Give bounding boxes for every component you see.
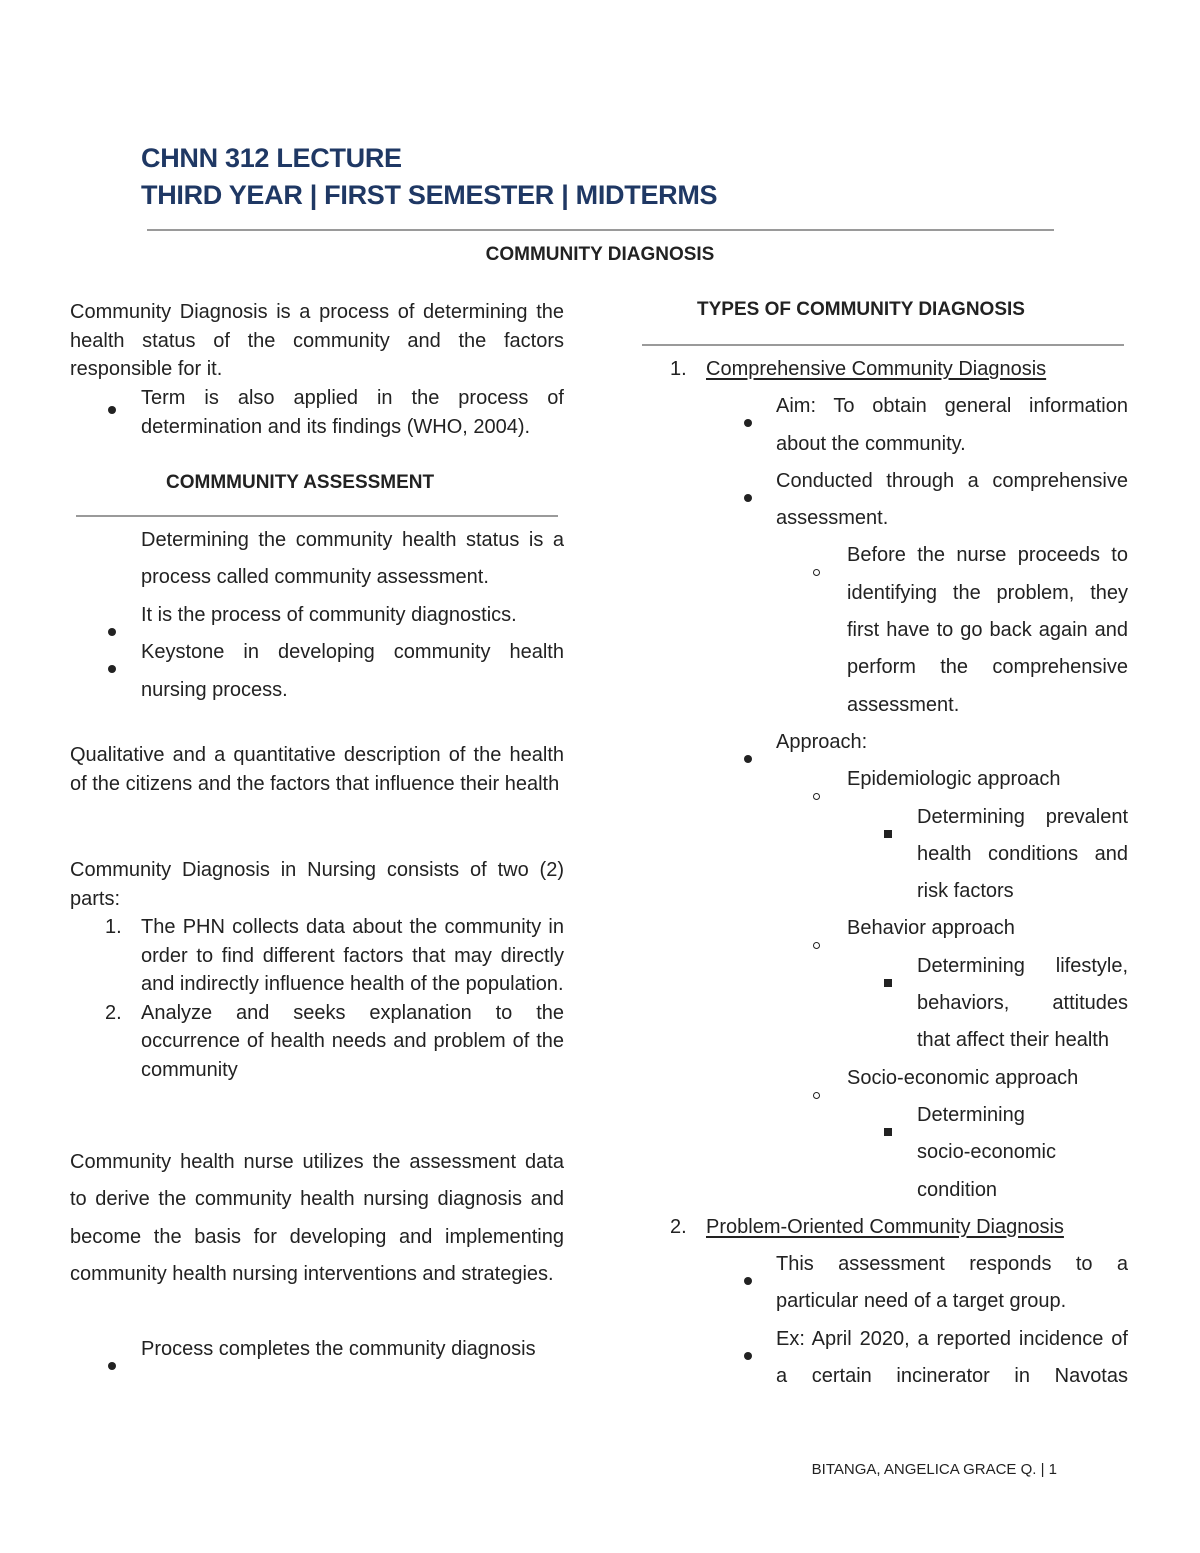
- list-item: Process completes the community diagnosis: [70, 1331, 564, 1368]
- list-item: Term is also applied in the process of determination and its findings (WHO, 2004).: [70, 384, 564, 441]
- bullet-icon: [744, 1277, 752, 1285]
- square-bullet-icon: [884, 979, 892, 987]
- list-item: 2. Problem-Oriented Community Diagnosis: [640, 1209, 1128, 1246]
- list-item: This assessment responds to a particular need of a target group.: [640, 1246, 1128, 1321]
- types-heading: TYPES OF COMMUNITY DIAGNOSIS: [697, 299, 1025, 320]
- types-divider: [642, 344, 1124, 346]
- section-title: COMMUNITY DIAGNOSIS: [485, 244, 715, 265]
- page-footer: BITANGA, ANGELICA GRACE Q. | 1: [811, 1461, 1057, 1478]
- list-item: Determining lifestyle, behaviors, attitudes that affect their health: [640, 948, 1128, 1060]
- assessment-text: Determining the community health status is a process called community assessment.: [141, 529, 564, 589]
- list-item: Epidemiologic approach: [640, 761, 1128, 798]
- assessment-divider: [76, 515, 558, 517]
- utilizes-paragraph: Community health nurse utilizes the assessment data to derive the community health nursing diagnosis and become the basis for developing and implementing community health nursing interventions and strategies.: [70, 1151, 564, 1285]
- intro-paragraph: Community Diagnosis is a process of determining the health status of the community and the factors responsible for it.: [70, 301, 564, 381]
- list-item: Behavior approach: [640, 910, 1128, 947]
- square-bullet-icon: [884, 1128, 892, 1136]
- parts-list: [70, 913, 564, 1085]
- list-item: It is the process of community diagnostics.: [70, 597, 564, 634]
- list-item: Approach:: [640, 724, 1128, 761]
- utilizes-bullet-list: [70, 1331, 564, 1368]
- qualitative-paragraph: Qualitative and a quantitative description of the health of the citizens and the factors that influence their health: [70, 744, 564, 795]
- type-title: Problem-Oriented Community Diagnosis: [706, 1215, 1064, 1238]
- list-item: 2. Analyze and seeks explanation to the occurrence of health needs and problem of the community: [105, 1001, 564, 1081]
- assessment-heading: COMMMUNITY ASSESSMENT: [166, 472, 435, 493]
- bullet-icon: [108, 406, 116, 414]
- type-title: Comprehensive Community Diagnosis: [706, 358, 1047, 380]
- bullet-icon: [744, 494, 752, 502]
- list-item: 1. Comprehensive Community Diagnosis: [640, 351, 1128, 388]
- list-item: Conducted through a comprehensive assessment.: [640, 463, 1128, 538]
- list-item: 1. The PHN collects data about the community in order to find different factors that may directly and indirectly influence health of the population.: [105, 916, 564, 996]
- list-item: Determining prevalent health conditions and risk factors: [640, 799, 1128, 911]
- list-item: Ex: April 2020, a reported incidence of a certain incinerator in Navotas: [640, 1321, 1128, 1396]
- list-item: Determining socio-economic condition: [640, 1097, 1128, 1209]
- term-subtitle: THIRD YEAR | FIRST SEMESTER | MIDTERMS: [141, 180, 718, 210]
- assessment-bullet-list: [70, 597, 564, 709]
- bullet-icon: [108, 665, 116, 673]
- types-list: [640, 351, 1128, 1395]
- list-item: Keystone in developing community health nursing process.: [70, 634, 564, 709]
- square-bullet-icon: [884, 830, 892, 838]
- list-item: Aim: To obtain general information about the community.: [640, 388, 1128, 463]
- bullet-icon: [744, 1352, 752, 1360]
- course-title: CHNN 312 LECTURE: [141, 143, 402, 173]
- bullet-icon: [744, 419, 752, 427]
- intro-bullet-list: [70, 384, 564, 441]
- bullet-icon: [108, 1362, 116, 1370]
- parts-intro: Community Diagnosis in Nursing consists of two (2) parts:: [70, 859, 564, 910]
- circle-bullet-icon: [813, 569, 820, 576]
- list-item: Before the nurse proceeds to identifying the problem, they first have to go back again and perform the comprehensive assessment.: [640, 537, 1128, 723]
- list-item: Socio-economic approach: [640, 1060, 1128, 1097]
- header-divider: [147, 229, 1054, 231]
